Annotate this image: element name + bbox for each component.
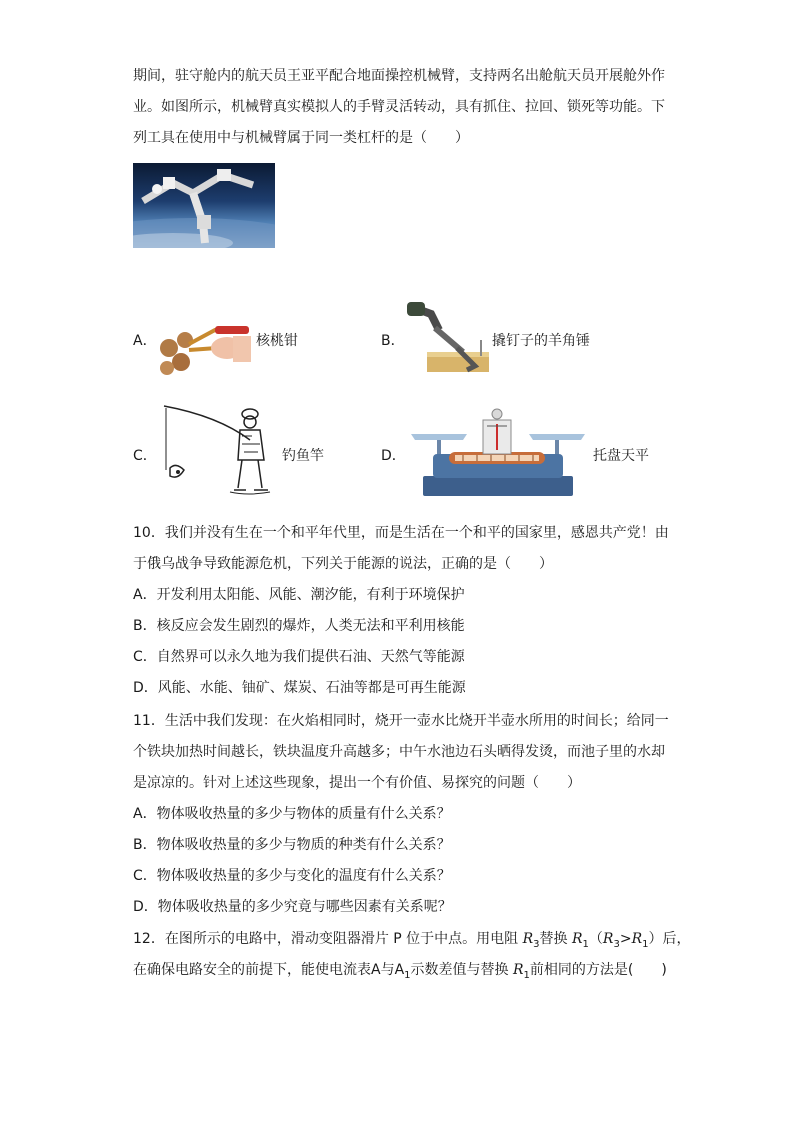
q10-line-2: 于俄乌战争导致能源危机，下列关于能源的说法，正确的是（ ）	[133, 556, 553, 572]
option-b-label: 撬钉子的羊角锤	[492, 333, 590, 349]
q12-line-2	[133, 960, 667, 986]
q11-option-a: A．物体吸收热量的多少与物体的质量有什么关系？	[133, 806, 451, 822]
q12-r1-2-sub: 1	[523, 969, 530, 981]
fishing-rod-image	[158, 400, 276, 496]
q12-r1-sub: 1	[582, 938, 589, 950]
q12-text-e: 在确保电路安全的前提下，能使电流表A与A	[133, 962, 405, 978]
q9-line-1: 期间，驻守舱内的航天员王亚平配合地面操控机械臂，支持两名出舱航天员开展舱外作	[133, 68, 665, 84]
claw-hammer-image	[405, 300, 489, 382]
q11-option-d: D．物体吸收热量的多少究竟与哪些因素有关系呢？	[133, 899, 452, 915]
option-d-label: 托盘天平	[593, 448, 649, 464]
q10-option-d: D．风能、水能、铀矿、煤炭、石油等都是可再生能源	[133, 680, 466, 696]
q12-text-f: 示数差值与替换	[410, 962, 513, 978]
q10-option-a: A．开发利用太阳能、风能、潮汐能，有利于环境保护	[133, 587, 465, 603]
q12-r3-sub: 3	[533, 938, 540, 950]
option-b-letter: B．	[381, 333, 405, 349]
option-d-letter: D．	[381, 448, 406, 464]
q12-line-1	[133, 929, 690, 955]
q12-text-g: 前相同的方法是( )	[529, 962, 667, 978]
q11-line-2: 个铁块加热时间越长，铁块温度升高越多；中午水池边石头晒得发烫，而池子里的水却	[133, 744, 665, 760]
q11-option-c: C．物体吸收热量的多少与变化的温度有什么关系？	[133, 868, 451, 884]
q12-a1-sub: 1	[404, 969, 411, 981]
q12-cmp-gt: >	[619, 931, 632, 947]
robotic-arm-photo	[133, 163, 275, 248]
q11-line-3: 是凉凉的。针对上述这些现象，提出一个有价值、易探究的问题（ ）	[133, 775, 581, 791]
option-c-label: 钓鱼竿	[282, 448, 324, 464]
option-a-letter: A．	[133, 333, 157, 349]
q12-cmp-r3-sub: 3	[613, 938, 620, 950]
q11-option-b: B．物体吸收热量的多少与物质的种类有什么关系？	[133, 837, 451, 853]
q12-text-b: 替换	[539, 931, 572, 947]
balance-scale-image	[407, 408, 587, 500]
option-a-label: 核桃钳	[256, 333, 298, 349]
q12-r1: R	[571, 931, 583, 947]
q12-text-d: ）后，	[648, 931, 691, 947]
q11-line-1: 11．生活中我们发现：在火焰相同时，烧开一壶水比烧开半壶水所用的时间长；给同一	[133, 713, 669, 729]
q12-text-a: 12．在图所示的电路中，滑动变阻器滑片 P 位于中点。用电阻	[133, 931, 523, 947]
q9-line-3: 列工具在使用中与机械臂属于同一类杠杆的是（ ）	[133, 130, 469, 146]
q10-line-1: 10．我们并没有生在一个和平年代里，而是生活在一个和平的国家里，感恩共产党！由	[133, 525, 669, 541]
q12-cmp-r3: R	[602, 931, 614, 947]
q9-line-2: 业。如图所示，机械臂真实模拟人的手臂灵活转动，具有抓住、拉回、锁死等功能。下	[133, 99, 665, 115]
q12-cmp-r1-sub: 1	[642, 938, 649, 950]
walnut-cracker-image	[155, 296, 251, 378]
q10-option-b: B．核反应会发生剧烈的爆炸，人类无法和平利用核能	[133, 618, 465, 634]
q12-cmp-r1: R	[631, 931, 643, 947]
q12-r1-2: R	[512, 962, 524, 978]
q12-text-c: （	[588, 931, 603, 947]
q12-r3: R	[522, 931, 534, 947]
option-c-letter: C．	[133, 448, 157, 464]
q10-option-c: C．自然界可以永久地为我们提供石油、天然气等能源	[133, 649, 465, 665]
